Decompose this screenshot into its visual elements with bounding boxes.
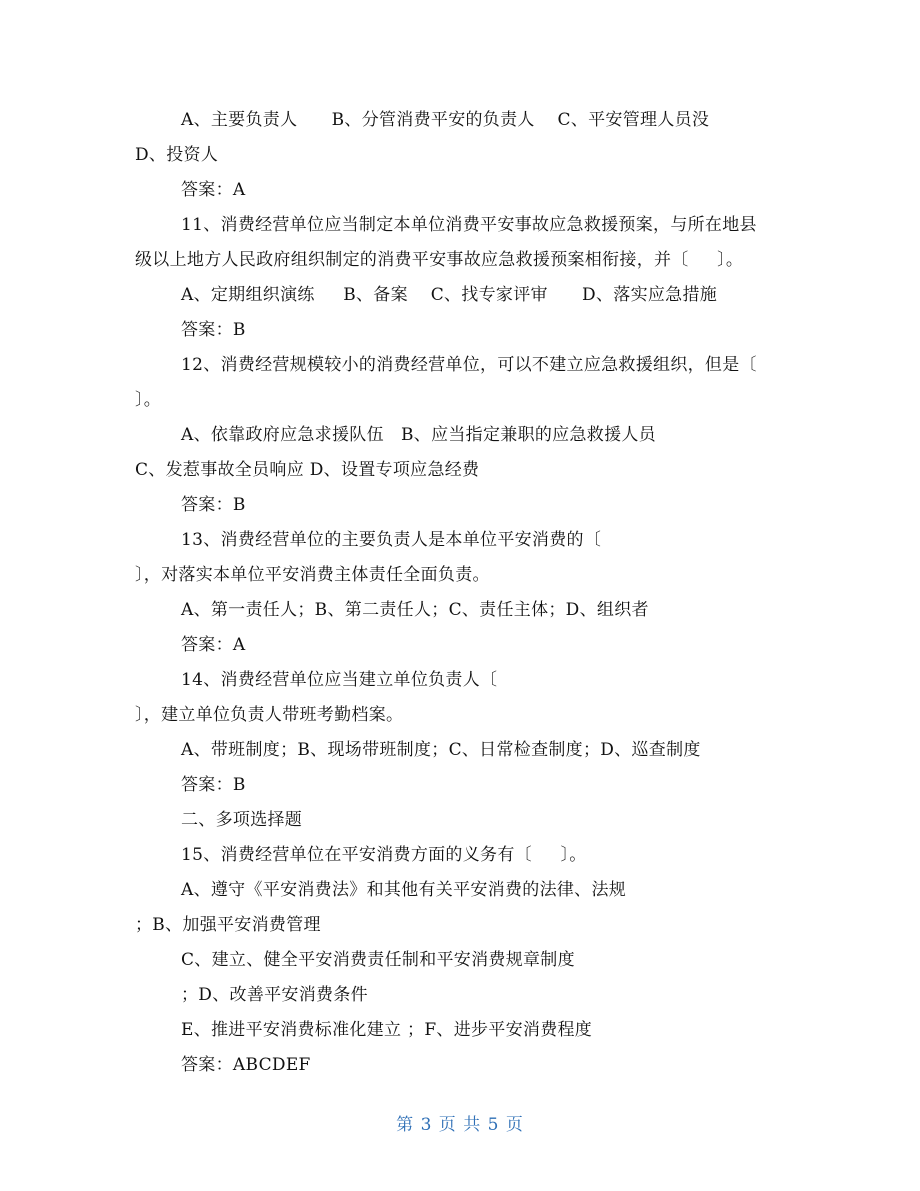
question-11-cont: 级以上地方人民政府组织制定的消费平安事故应急救援预案相衔接，并〔 〕。	[135, 250, 744, 270]
question-15: 15、消费经营单位在平安消费方面的义务有〔 〕。	[181, 845, 587, 865]
question-13: 13、消费经营单位的主要负责人是本单位平安消费的〔	[181, 530, 602, 550]
question-12: 12、消费经营规模较小的消费经营单位，可以不建立应急救援组织，但是〔	[181, 355, 757, 375]
answer-q12: 答案：B	[181, 495, 246, 515]
options-q11: A、定期组织演练 B、备案 C、找专家评审 D、落实应急措施	[181, 285, 718, 305]
question-13-cont: 〕，对落实本单位平安消费主体责任全面负责。	[135, 565, 490, 585]
options-q12-cont: C、发惹事故全员响应 D、设置专项应急经费	[135, 460, 480, 480]
question-14: 14、消费经营单位应当建立单位负责人〔	[181, 670, 498, 690]
question-11: 11、消费经营单位应当制定本单位消费平安事故应急救援预案，与所在地县	[181, 215, 757, 235]
section-heading: 二、多项选择题	[181, 810, 303, 830]
options-q14: A、带班制度；B、现场带班制度；C、日常检查制度；D、巡查制度	[181, 740, 701, 760]
option-ef-q15: E、推进平安消费标准化建立 ；F、进步平安消费程度	[181, 1020, 593, 1040]
answer-q15: 答案：ABCDEF	[181, 1055, 311, 1075]
answer-q11: 答案：B	[181, 320, 246, 340]
question-12-cont: 〕。	[135, 390, 162, 410]
answer-q13: 答案：A	[181, 635, 246, 655]
option-a-q15: A、遵守《平安消费法》和其他有关平安消费的法律、法规	[181, 880, 627, 900]
option-b-q15: ；B、加强平安消费管理	[135, 915, 321, 935]
option-line-q10: A、主要负责人 B、分管消费平安的负责人 C、平安管理人员没	[181, 110, 710, 130]
option-d-q15: ；D、改善平安消费条件	[181, 985, 368, 1005]
question-14-cont: 〕，建立单位负责人带班考勤档案。	[135, 705, 404, 725]
option-c-q15: C、建立、健全平安消费责任制和平安消费规章制度	[181, 950, 575, 970]
page-number-footer: 第 3 页 共 5 页	[396, 1115, 524, 1135]
answer-q14: 答案：B	[181, 775, 246, 795]
options-q12: A、依靠政府应急求援队伍 B、应当指定兼职的应急救援人员	[181, 425, 656, 445]
answer-q10: 答案：A	[181, 180, 246, 200]
options-q13: A、第一责任人；B、第二责任人；C、责任主体；D、组织者	[181, 600, 649, 620]
option-line-q10-cont: D、投资人	[135, 145, 219, 165]
